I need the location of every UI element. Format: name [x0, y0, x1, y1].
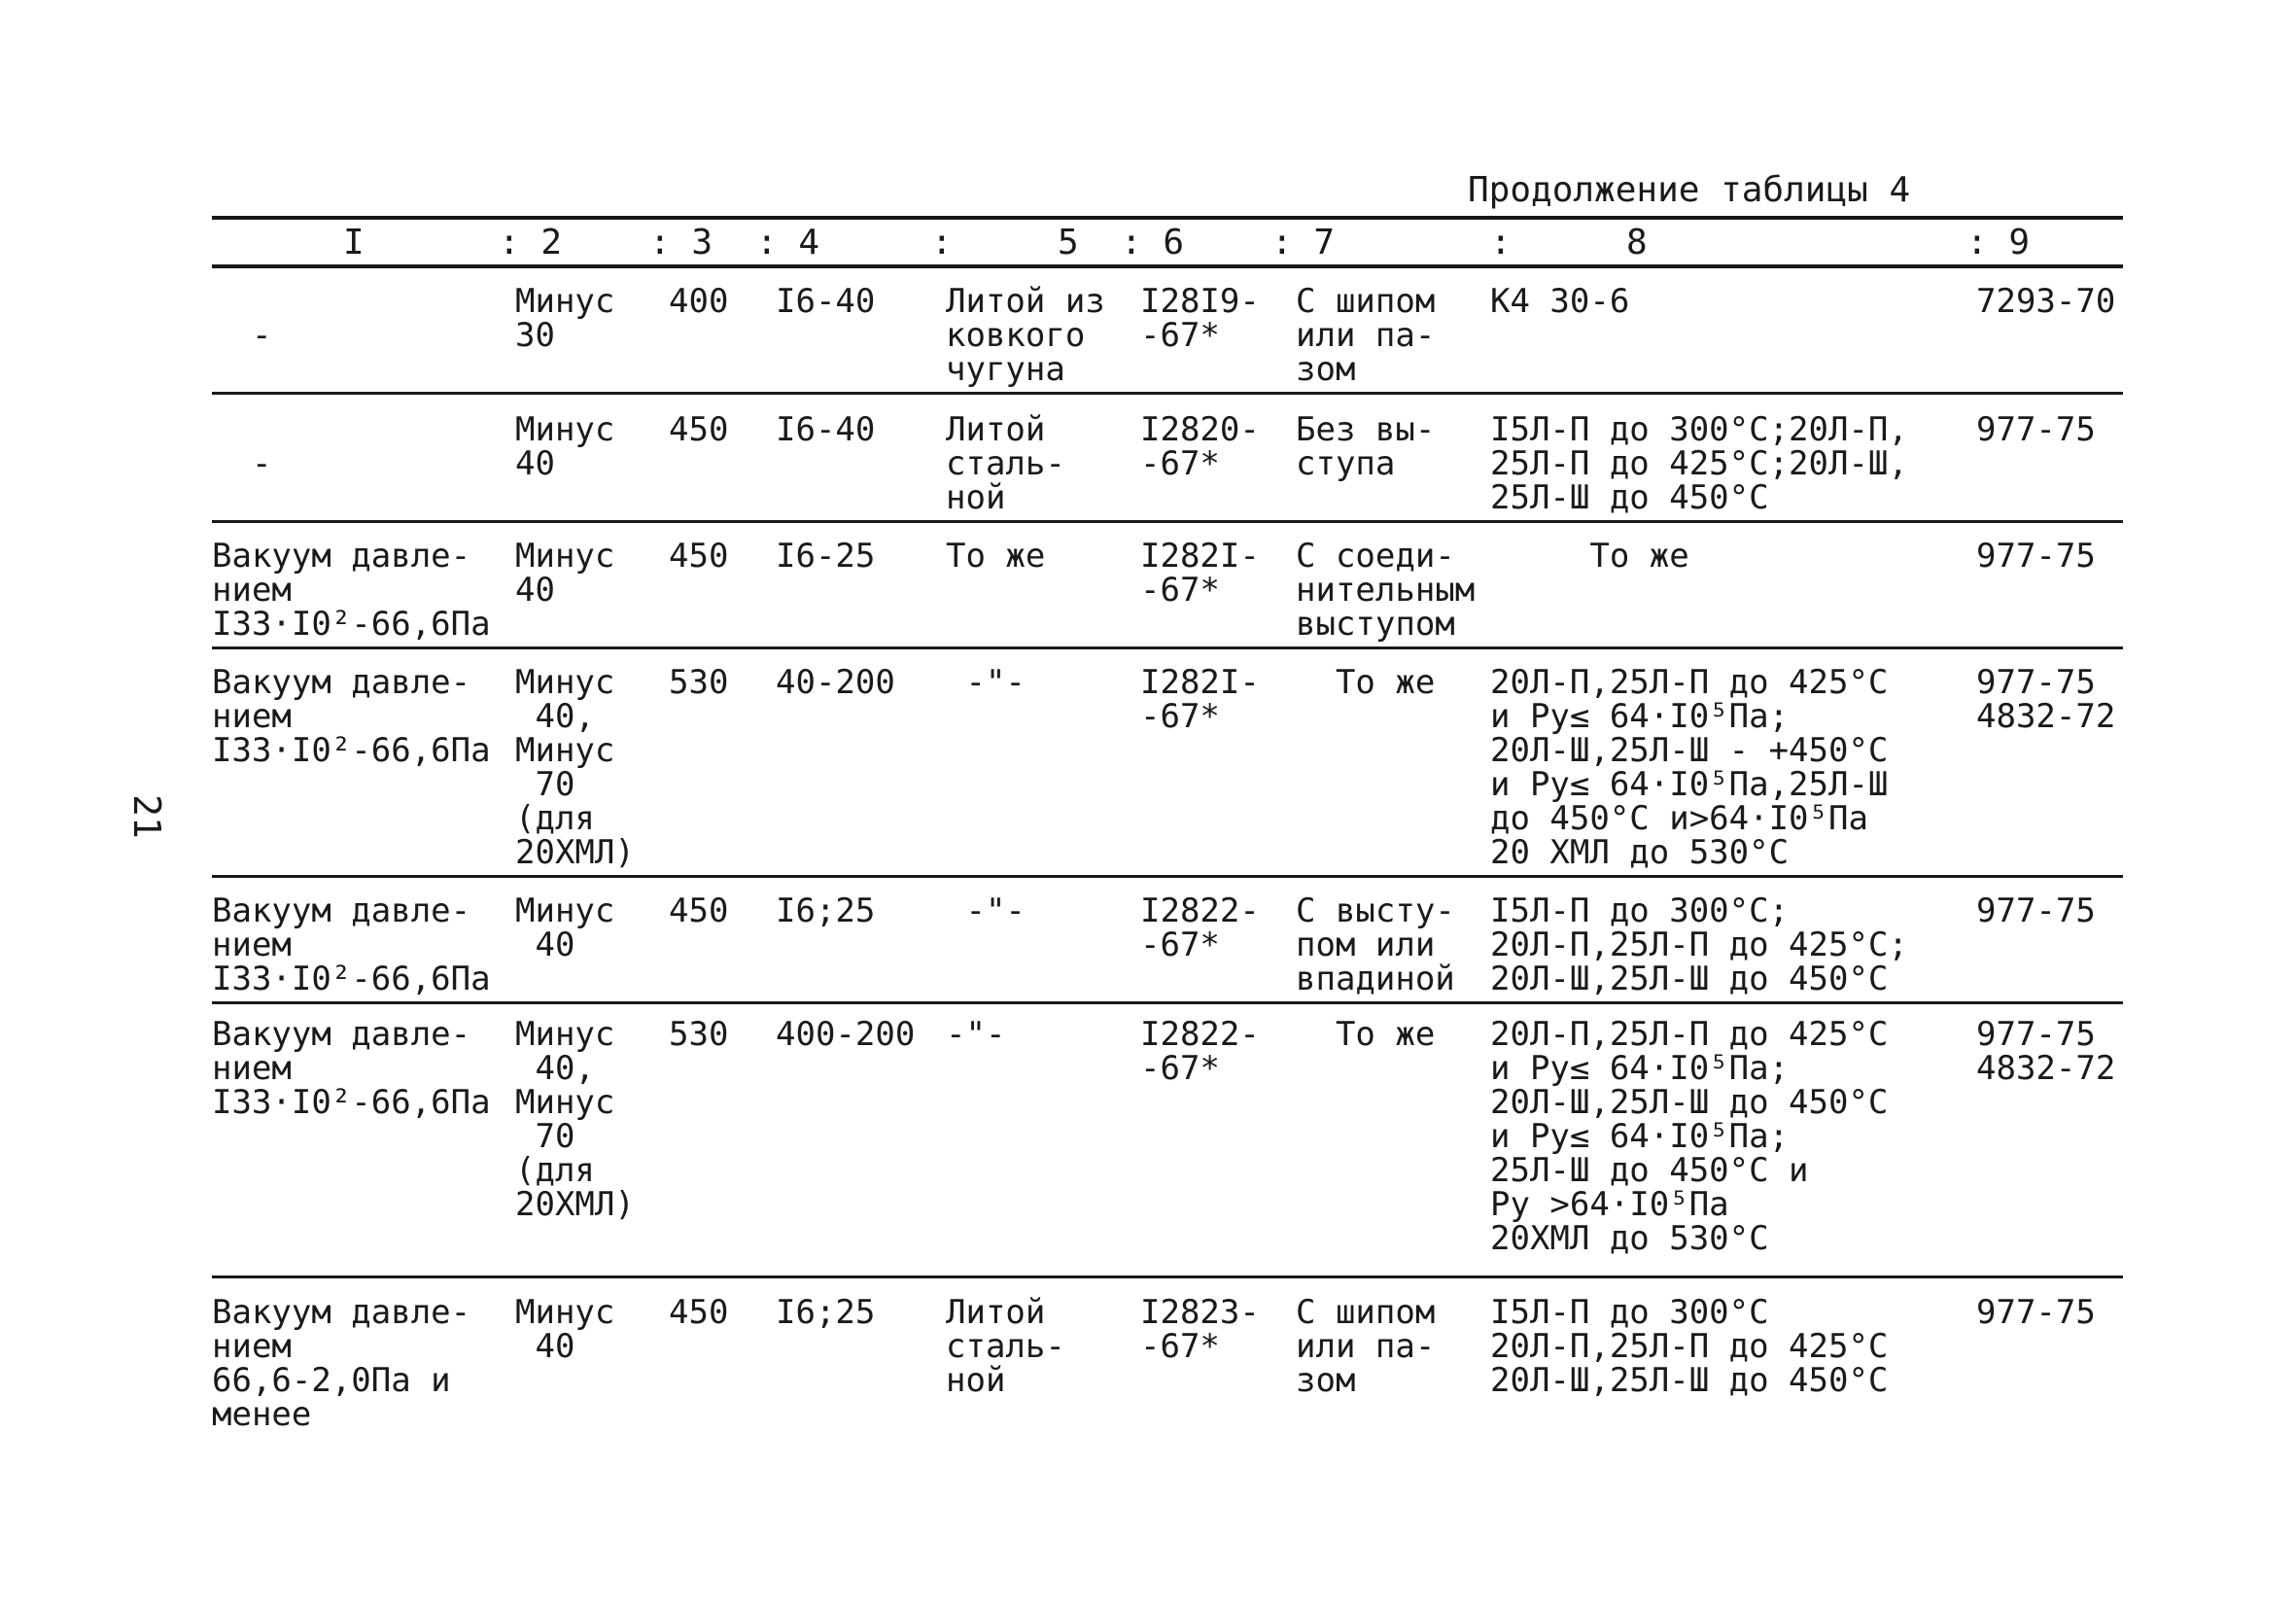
table-cell-c4: 400-200: [776, 1015, 916, 1054]
table-cell-c7: То же: [1296, 1015, 1436, 1054]
table-top-rule: [212, 216, 2123, 220]
table-cell-c1: -: [251, 444, 272, 483]
header-col-5: 5: [1058, 223, 1079, 262]
table-cell-c7: С высту- пом или впадиной: [1296, 891, 1455, 998]
table-cell-c8: К4 30-6: [1490, 282, 1630, 321]
table-cell-c3: 450: [669, 410, 729, 449]
table-cell-c8: I5Л-П до 300°C; 20Л-П,25Л-П до 425°C; 20Л-Ш,25Л-Ш до 450°C: [1490, 891, 1908, 998]
table-cell-c8: То же: [1490, 537, 1689, 576]
table-cell-c9: 7293-70: [1976, 282, 2116, 321]
page-number: 21: [124, 794, 168, 839]
table-cell-c8: 20Л-П,25Л-П до 425°C и Pу≤ 64·I0⁵Па; 20Л-Ш,25Л-Ш до 450°C и Pу≤ 64·I0⁵Па; 25Л-Ш до 450°C и Pу >64·I0⁵Па 20ХМЛ до 530°C: [1490, 1015, 1889, 1258]
table-cell-c2: Минус 40: [515, 410, 615, 483]
header-col-3: : 3: [649, 223, 713, 262]
table-cell-c1: Вакуум давле- нием I33·I0²-66,6Па: [212, 663, 491, 770]
table-cell-c7: С шипом или па- зом: [1296, 282, 1436, 389]
table-cell-c6: I28I9- -67*: [1140, 282, 1260, 355]
row-separator: [212, 646, 2123, 649]
table-cell-c9: 977-75 4832-72: [1976, 663, 2116, 736]
row-separator: [212, 875, 2123, 878]
table-cell-c3: 400: [669, 282, 729, 321]
table-header-row: [212, 224, 2123, 262]
row-separator: [212, 520, 2123, 523]
table-cell-c3: 450: [669, 1293, 729, 1332]
header-col-6: : 6: [1121, 223, 1185, 262]
table-cell-c6: I2822- -67*: [1140, 891, 1260, 964]
table-cell-c3: 450: [669, 891, 729, 930]
header-col-4: : 4: [756, 223, 820, 262]
table-cell-c9: 977-75 4832-72: [1976, 1015, 2116, 1088]
table-cell-c5: -"-: [946, 891, 1026, 930]
table-cell-c7: Без вы- ступа: [1296, 410, 1436, 483]
table-cell-c1: Вакуум давле- нием I33·I0²-66,6Па: [212, 891, 491, 998]
header-col-8: 8: [1626, 223, 1648, 262]
table-cell-c4: 40-200: [776, 663, 895, 702]
table-cell-c6: I2822- -67*: [1140, 1015, 1260, 1088]
table-cell-c1: Вакуум давле- нием 66,6-2,0Па и менее: [212, 1293, 471, 1434]
table-cell-c5: Литой сталь- ной: [946, 410, 1065, 517]
table-cell-c4: I6-40: [776, 282, 876, 321]
table-cell-c5: -"-: [946, 1015, 1006, 1054]
table-cell-c8: 20Л-П,25Л-П до 425°C и Pу≤ 64·I0⁵Па; 20Л-Ш,25Л-Ш - +450°C и Pу≤ 64·I0⁵Па,25Л-Ш до 450°C и>64·I0⁵Па 20 ХМЛ до 530°C: [1490, 663, 1889, 872]
table-cell-c3: 530: [669, 1015, 729, 1054]
row-separator: [212, 1001, 2123, 1004]
header-col-9: : 9: [1966, 223, 2031, 262]
table-caption: Продолжение таблицы 4: [1468, 170, 1911, 210]
table-cell-c7: С шипом или па- зом: [1296, 1293, 1436, 1400]
header-col-8-sep: :: [1490, 223, 1512, 262]
table-cell-c5: Литой сталь- ной: [946, 1293, 1065, 1400]
table-cell-c6: I2820- -67*: [1140, 410, 1260, 483]
table-cell-c6: I2823- -67*: [1140, 1293, 1260, 1366]
table-cell-c2: Минус 40: [515, 1293, 615, 1366]
table-cell-c2: Минус 30: [515, 282, 615, 355]
header-col-7: : 7: [1271, 223, 1336, 262]
table-cell-c2: Минус 40, Минус 70 (для 20ХМЛ): [515, 1015, 635, 1224]
table-cell-c7: То же: [1296, 663, 1436, 702]
table-cell-c9: 977-75: [1976, 410, 2096, 449]
table-cell-c6: I282I- -67*: [1140, 537, 1260, 610]
table-cell-c4: I6;25: [776, 891, 876, 930]
table-cell-c9: 977-75: [1976, 891, 2096, 930]
header-col-2: : 2: [499, 223, 563, 262]
row-separator: [212, 1275, 2123, 1278]
table-cell-c6: I282I- -67*: [1140, 663, 1260, 736]
table-cell-c5: -"-: [946, 663, 1026, 702]
table-cell-c2: Минус 40: [515, 891, 615, 964]
table-cell-c4: I6;25: [776, 1293, 876, 1332]
table-cell-c5: Литой из ковкого чугуна: [946, 282, 1105, 389]
table-cell-c2: Минус 40: [515, 537, 615, 610]
table-cell-c3: 530: [669, 663, 729, 702]
table-cell-c9: 977-75: [1976, 537, 2096, 576]
table-header-rule: [212, 264, 2123, 268]
table-cell-c1: Вакуум давле- нием I33·I0²-66,6Па: [212, 1015, 491, 1122]
table-cell-c4: I6-25: [776, 537, 876, 576]
header-col-5-sep: :: [931, 223, 953, 262]
table-cell-c4: I6-40: [776, 410, 876, 449]
table-cell-c2: Минус 40, Минус 70 (для 20ХМЛ): [515, 663, 635, 872]
table-cell-c1: -: [251, 316, 272, 355]
table-cell-c9: 977-75: [1976, 1293, 2096, 1332]
table-cell-c8: I5Л-П до 300°C;20Л-П, 25Л-П до 425°C;20Л-Ш, 25Л-Ш до 450°C: [1490, 410, 1908, 517]
table-cell-c7: С соеди- нительным выступом: [1296, 537, 1476, 644]
table-cell-c5: То же: [946, 537, 1046, 576]
header-col-1: I: [343, 223, 365, 262]
table-cell-c3: 450: [669, 537, 729, 576]
row-separator: [212, 392, 2123, 395]
table-cell-c1: Вакуум давле- нием I33·I0²-66,6Па: [212, 537, 491, 644]
table-cell-c8: I5Л-П до 300°C 20Л-П,25Л-П до 425°C 20Л-Ш,25Л-Ш до 450°C: [1490, 1293, 1889, 1400]
